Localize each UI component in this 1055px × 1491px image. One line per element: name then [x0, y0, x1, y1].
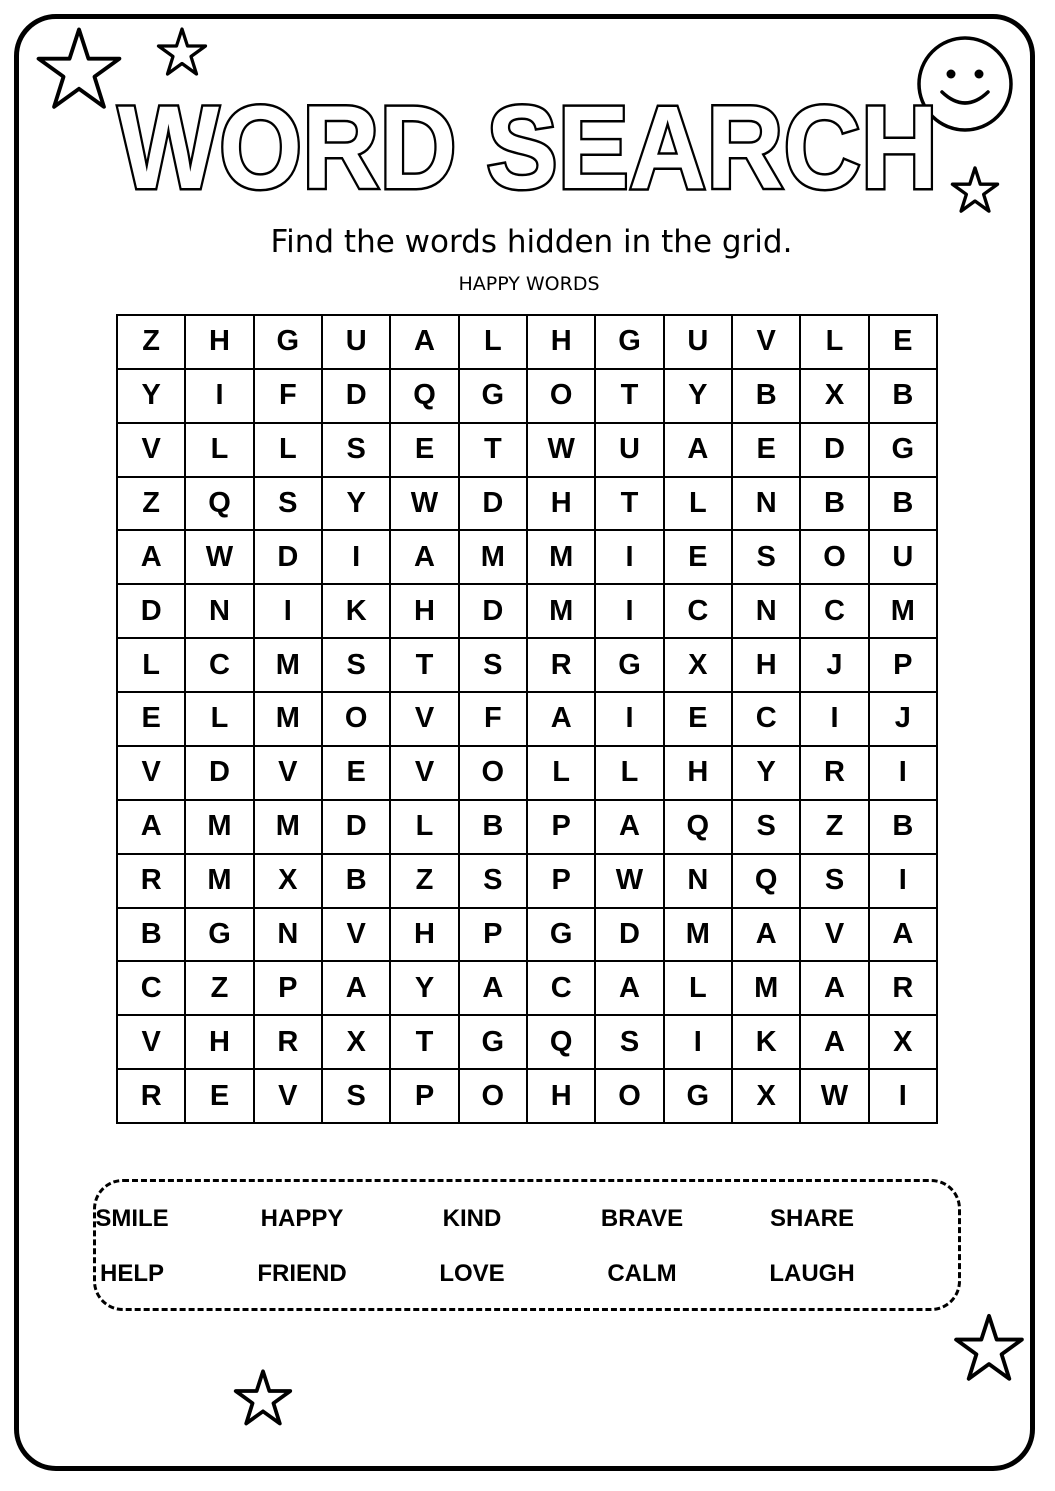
grid-cell: U: [323, 316, 391, 370]
grid-cell: T: [460, 424, 528, 478]
grid-cell: L: [665, 962, 733, 1016]
grid-cell: K: [323, 585, 391, 639]
grid-cell: F: [460, 693, 528, 747]
grid-cell: B: [733, 370, 801, 424]
grid-cell: L: [118, 639, 186, 693]
star-icon: [952, 1313, 1026, 1383]
grid-cell: L: [391, 801, 459, 855]
grid-cell: I: [255, 585, 323, 639]
grid-cell: Z: [391, 855, 459, 909]
grid-cell: W: [596, 855, 664, 909]
word-list-item: SHARE: [769, 1205, 855, 1232]
grid-cell: H: [665, 747, 733, 801]
grid-cell: Q: [391, 370, 459, 424]
grid-cell: V: [118, 424, 186, 478]
grid-cell: A: [528, 693, 596, 747]
grid-cell: M: [870, 585, 938, 639]
star-icon: [155, 27, 209, 77]
grid-cell: Q: [733, 855, 801, 909]
grid-cell: T: [596, 478, 664, 532]
grid-cell: H: [391, 909, 459, 963]
grid-cell: M: [665, 909, 733, 963]
word-list-item: LOVE: [439, 1260, 505, 1287]
grid-cell: S: [323, 1070, 391, 1124]
grid-cell: C: [665, 585, 733, 639]
grid-cell: M: [460, 531, 528, 585]
grid-cell: Y: [323, 478, 391, 532]
word-list-item: CALM: [607, 1260, 677, 1287]
grid-cell: O: [596, 1070, 664, 1124]
grid-cell: A: [870, 909, 938, 963]
grid-cell: X: [665, 639, 733, 693]
grid-cell: D: [323, 801, 391, 855]
grid-cell: V: [255, 1070, 323, 1124]
instruction-text: Find the words hidden in the grid.: [270, 224, 793, 260]
grid-cell: H: [186, 316, 254, 370]
grid-cell: X: [870, 1016, 938, 1070]
grid-cell: I: [801, 693, 869, 747]
word-list-box: [93, 1179, 961, 1311]
grid-cell: A: [801, 1016, 869, 1070]
word-list-item: SMILE: [95, 1205, 169, 1232]
letter-grid: [116, 314, 938, 1124]
grid-cell: C: [801, 585, 869, 639]
grid-cell: I: [870, 747, 938, 801]
grid-cell: I: [596, 531, 664, 585]
grid-cell: L: [528, 747, 596, 801]
grid-cell: W: [528, 424, 596, 478]
grid-cell: R: [528, 639, 596, 693]
grid-cell: M: [255, 801, 323, 855]
word-list-item: HAPPY: [260, 1205, 344, 1232]
grid-cell: D: [255, 531, 323, 585]
grid-cell: P: [460, 909, 528, 963]
grid-cell: D: [186, 747, 254, 801]
grid-cell: A: [801, 962, 869, 1016]
grid-cell: U: [665, 316, 733, 370]
grid-cell: S: [596, 1016, 664, 1070]
grid-cell: X: [323, 1016, 391, 1070]
grid-cell: E: [323, 747, 391, 801]
grid-cell: A: [391, 316, 459, 370]
grid-cell: L: [186, 424, 254, 478]
grid-cell: N: [733, 478, 801, 532]
grid-cell: R: [118, 1070, 186, 1124]
grid-cell: P: [528, 855, 596, 909]
grid-cell: D: [801, 424, 869, 478]
grid-cell: I: [870, 855, 938, 909]
grid-cell: L: [460, 316, 528, 370]
grid-cell: U: [870, 531, 938, 585]
grid-cell: D: [118, 585, 186, 639]
grid-cell: A: [733, 909, 801, 963]
grid-cell: G: [460, 1016, 528, 1070]
grid-cell: G: [460, 370, 528, 424]
grid-cell: A: [118, 801, 186, 855]
grid-cell: S: [733, 531, 801, 585]
grid-cell: T: [596, 370, 664, 424]
grid-cell: X: [733, 1070, 801, 1124]
grid-cell: U: [596, 424, 664, 478]
grid-cell: O: [460, 1070, 528, 1124]
grid-cell: S: [460, 855, 528, 909]
grid-cell: B: [323, 855, 391, 909]
grid-cell: J: [801, 639, 869, 693]
grid-cell: N: [186, 585, 254, 639]
grid-cell: G: [596, 639, 664, 693]
grid-cell: D: [460, 585, 528, 639]
grid-cell: S: [255, 478, 323, 532]
grid-cell: C: [186, 639, 254, 693]
grid-cell: S: [460, 639, 528, 693]
grid-cell: V: [118, 747, 186, 801]
grid-cell: O: [460, 747, 528, 801]
grid-cell: H: [528, 316, 596, 370]
grid-cell: L: [255, 424, 323, 478]
grid-cell: N: [665, 855, 733, 909]
grid-cell: V: [323, 909, 391, 963]
grid-cell: D: [460, 478, 528, 532]
grid-cell: P: [255, 962, 323, 1016]
grid-cell: C: [118, 962, 186, 1016]
grid-cell: Q: [665, 801, 733, 855]
grid-cell: Z: [118, 316, 186, 370]
grid-cell: E: [665, 693, 733, 747]
grid-cell: A: [665, 424, 733, 478]
grid-cell: P: [528, 801, 596, 855]
grid-cell: G: [870, 424, 938, 478]
grid-cell: L: [665, 478, 733, 532]
grid-cell: A: [323, 962, 391, 1016]
grid-cell: B: [870, 478, 938, 532]
grid-cell: S: [801, 855, 869, 909]
grid-cell: B: [801, 478, 869, 532]
grid-cell: S: [323, 639, 391, 693]
grid-cell: O: [323, 693, 391, 747]
grid-cell: E: [665, 531, 733, 585]
word-list-item: FRIEND: [257, 1260, 347, 1287]
grid-cell: L: [596, 747, 664, 801]
grid-cell: I: [870, 1070, 938, 1124]
grid-cell: S: [733, 801, 801, 855]
grid-cell: V: [118, 1016, 186, 1070]
word-list-item: HELP: [99, 1260, 165, 1287]
grid-cell: X: [255, 855, 323, 909]
grid-cell: Y: [391, 962, 459, 1016]
page-title: [0, 92, 1055, 207]
grid-cell: G: [596, 316, 664, 370]
grid-cell: B: [870, 370, 938, 424]
grid-cell: B: [118, 909, 186, 963]
word-list-item: KIND: [442, 1205, 502, 1232]
grid-cell: E: [391, 424, 459, 478]
grid-cell: C: [528, 962, 596, 1016]
grid-cell: Z: [118, 478, 186, 532]
grid-cell: A: [460, 962, 528, 1016]
grid-cell: X: [801, 370, 869, 424]
grid-cell: O: [528, 370, 596, 424]
grid-cell: M: [528, 585, 596, 639]
grid-cell: V: [801, 909, 869, 963]
grid-cell: T: [391, 639, 459, 693]
grid-cell: M: [255, 639, 323, 693]
grid-cell: R: [118, 855, 186, 909]
grid-cell: N: [255, 909, 323, 963]
grid-cell: G: [255, 316, 323, 370]
grid-cell: Z: [186, 962, 254, 1016]
grid-cell: V: [391, 747, 459, 801]
grid-cell: P: [391, 1070, 459, 1124]
grid-cell: Y: [665, 370, 733, 424]
grid-cell: I: [665, 1016, 733, 1070]
grid-cell: H: [528, 1070, 596, 1124]
grid-cell: D: [596, 909, 664, 963]
star-icon: [232, 1369, 294, 1427]
grid-cell: A: [596, 801, 664, 855]
grid-cell: Y: [118, 370, 186, 424]
grid-cell: A: [118, 531, 186, 585]
title-text: WORD SEARCH: [118, 92, 938, 207]
grid-cell: H: [733, 639, 801, 693]
grid-cell: B: [870, 801, 938, 855]
grid-cell: K: [733, 1016, 801, 1070]
grid-cell: Q: [528, 1016, 596, 1070]
grid-cell: R: [870, 962, 938, 1016]
theme-label: HAPPY WORDS: [458, 273, 600, 295]
grid-cell: F: [255, 370, 323, 424]
grid-cell: O: [801, 531, 869, 585]
grid-cell: E: [870, 316, 938, 370]
grid-cell: C: [733, 693, 801, 747]
grid-cell: M: [733, 962, 801, 1016]
grid-cell: W: [391, 478, 459, 532]
grid-cell: G: [528, 909, 596, 963]
grid-cell: M: [186, 855, 254, 909]
grid-cell: R: [255, 1016, 323, 1070]
grid-cell: H: [186, 1016, 254, 1070]
grid-cell: V: [391, 693, 459, 747]
grid-cell: I: [186, 370, 254, 424]
grid-cell: I: [596, 585, 664, 639]
grid-cell: M: [528, 531, 596, 585]
grid-cell: L: [801, 316, 869, 370]
grid-cell: A: [391, 531, 459, 585]
grid-cell: N: [733, 585, 801, 639]
grid-cell: P: [870, 639, 938, 693]
grid-cell: E: [118, 693, 186, 747]
grid-cell: M: [255, 693, 323, 747]
grid-cell: H: [391, 585, 459, 639]
grid-cell: L: [186, 693, 254, 747]
grid-cell: B: [460, 801, 528, 855]
grid-cell: E: [733, 424, 801, 478]
grid-cell: S: [323, 424, 391, 478]
grid-cell: A: [596, 962, 664, 1016]
grid-cell: W: [801, 1070, 869, 1124]
grid-cell: M: [186, 801, 254, 855]
grid-cell: D: [323, 370, 391, 424]
grid-cell: Y: [733, 747, 801, 801]
grid-cell: J: [870, 693, 938, 747]
grid-cell: V: [255, 747, 323, 801]
grid-cell: G: [665, 1070, 733, 1124]
grid-cell: V: [733, 316, 801, 370]
grid-cell: E: [186, 1070, 254, 1124]
word-list-item: BRAVE: [600, 1205, 684, 1232]
grid-cell: I: [323, 531, 391, 585]
word-list-item: LAUGH: [769, 1260, 855, 1287]
grid-cell: R: [801, 747, 869, 801]
grid-cell: G: [186, 909, 254, 963]
grid-cell: H: [528, 478, 596, 532]
grid-cell: W: [186, 531, 254, 585]
grid-cell: Z: [801, 801, 869, 855]
grid-cell: I: [596, 693, 664, 747]
grid-cell: T: [391, 1016, 459, 1070]
grid-cell: Q: [186, 478, 254, 532]
